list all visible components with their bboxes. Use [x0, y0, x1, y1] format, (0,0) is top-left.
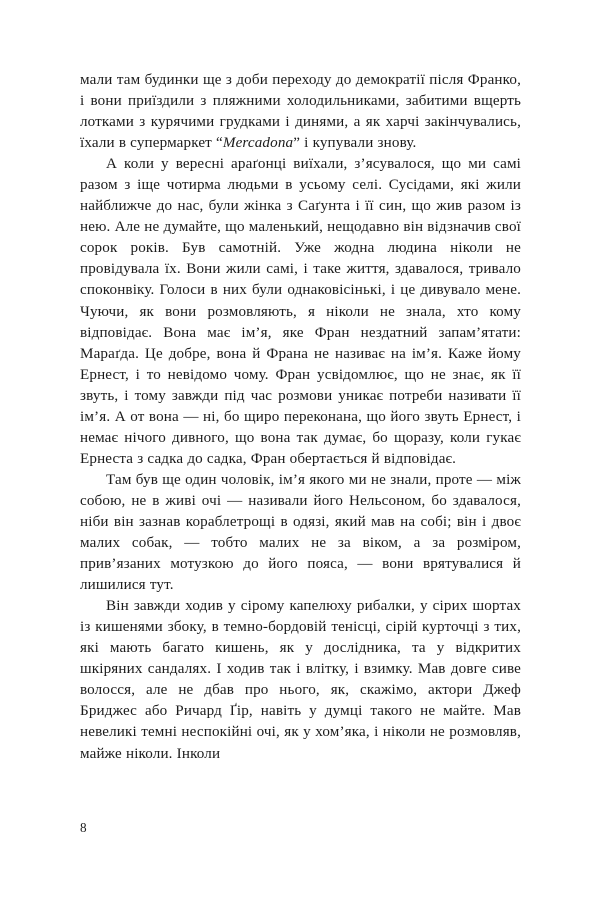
paragraph-4: Він завжди ходив у сірому капелюху рибалки, у сірих шортах із кишенями збоку, в темно-бордовій тенісці, сірій курточці з тих, які мають багато кишень, як у дослідника, та у відкритих шкіряних сандалях. І ходив так і влітку, і взимку. Мав довге сиве волосся, але не дбав про нього, як, скажімо, актори Джеф Бриджес або Ричард Ґір, навіть у думці такого не майте. Мав невеликі темні неспокійні очі, як у хом’яка, і ніколи не розмовляв, майже ніколи. Інколи — [80, 598, 521, 762]
paragraph-1-text-before-italic: мали там будинки ще з доби переходу до демократії після Франко, і вони приїздили з пляжними холодильниками, забитими вщерть лотками з курячими грудками і динями, а як харчі закінчувались, їхали в супермаркет “ — [80, 72, 521, 152]
paragraph-3: Там був ще один чоловік, ім’я якого ми не знали, проте — між собою, не в живі очі — називали його Нельсоном, бо здавалося, ніби він зазнав кораблетрощі в одязі, який мав на собі; він і двоє малих собак, — тобто малих не за віком, а за розміром, прив’язаних мотузкою до його пояса, — вони врятувалися й лишилися тут. — [80, 471, 521, 594]
italic-title-mercadona: Mercadona — [222, 135, 294, 152]
paragraph-1-text-after-italic: ” і купували знову. — [293, 135, 417, 152]
page-number: 8 — [80, 820, 87, 835]
paragraph-2: А коли у вересні араґонці виїхали, з’ясувалося, що ми самі разом з іще чотирма людьми в усьому селі. Сусідами, які жили найближче до нас, були жінка з Саґунта і її син, що жив разом із нею. Але не думайте, що маленький, нещодавно він відзначив свої сорок років. Був самотній. Уже жодна людина ніколи не провідувала їх. Вони жили самі, і таке життя, здавалося, тривало споконвіку. Голоси в них були однаковісінькі, і це дивувало мене. Чуючи, як вони розмовляють, я ніколи не знала, хто кому відповідає. Вона має ім’я, яке Фран нездатний запам’ятати: Мараґда. Це добре, вона й Франа не називає на ім’я. Каже йому Ернест, і то невідомо чому. Фран усвідомлює, що не знає, як її звуть, і тому завжди під час розмови уникає потреби називати її ім’я. А от вона — ні, бо щиро переконана, що його звуть Ернест, і немає нічого дивного, що вона так думає, бо щоразу, коли гукає Ернеста з садка до садка, Фран обертається й відповідає. — [80, 156, 521, 467]
page-text-block — [80, 70, 521, 765]
paragraph-1 — [80, 70, 521, 154]
